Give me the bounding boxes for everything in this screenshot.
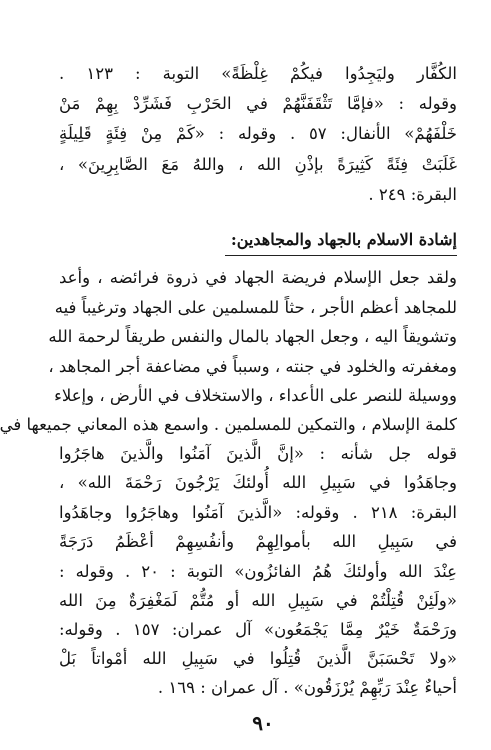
text-line: البقرة: ٢٤٩ .	[368, 185, 457, 204]
text-line: كلمة الإسلام ، والتمكين للمسلمين . واسمع هذه المعاني جميعها في	[0, 415, 457, 434]
text-line: ومغفرته والخلود في جنته ، وسبباً في مضاعفة أجر المجاهد ،	[48, 357, 457, 376]
text-line: البقرة: ٢١٨ . وقوله: «الَّذينَ آمَنُوا وهاجَرُوا وجاهَدُوا	[59, 503, 457, 522]
text-line: في سَبِيلِ الله بأموالِهِمْ وأنفُسِهِمْ أعْظَمُ دَرَجَةً	[59, 532, 457, 551]
text-line: «ولَئِنْ قُتِلْتُمْ في سَبِيلِ الله أو مُتُّمْ لَمَغْفِرَةٌ مِنَ الله	[59, 591, 457, 610]
text-line: غَلَبَتْ فِئَةً كَثِيرَةً بإذْنِ الله ، واللهُ مَعَ الصَّابِرِينَ» ،	[59, 155, 457, 174]
text-line: عِنْدَ الله وأولئكَ هُمُ الفائزُون» التوبة : ٢٠ . وقوله :	[59, 562, 457, 581]
text-line: ولقد جعل الإسلام فريضة الجهاد في ذروة فرائضه ، وأعد	[59, 268, 457, 287]
text-line: ورَحْمَةٌ خَيْرٌ مِمَّا يَجْمَعُون» آل عمران: ١٥٧ . وقوله:	[59, 620, 457, 639]
page-number: ٩٠	[252, 711, 274, 735]
text-line: خَلْفَهُمْ» الأنفال: ٥٧ . وقوله : «كَمْ مِنْ فِئَةٍ قَلِيلَةٍ	[59, 124, 457, 143]
heading-underline	[225, 255, 457, 256]
text-line: «ولا تَحْسَبَنَّ الَّذينَ قُتِلُوا في سَبِيلِ الله أمْواتاً بَلْ	[59, 649, 457, 668]
text-line: ووسيلة للنصر على الأعداء ، والاستخلاف في الأرض ، وإعلاء	[54, 386, 457, 405]
text-line: للمجاهد أعظم الأجر ، حثاً للمسلمين على الجهاد وترغيباً فيه	[54, 298, 457, 317]
text-line: أحياءٌ عِنْدَ رَبِّهِمْ يُرْزَقُون» . آل عمران : ١٦٩ .	[157, 678, 457, 697]
text-line: وقوله : «فإمَّا تَثْقَفَنَّهُمْ في الحَرْبِ فَشَرِّدْ بِهِمْ مَنْ	[59, 94, 457, 113]
text-line: وتشويقاً اليه ، وجعل الجهاد بالمال والنفس طريقاً لرحمة الله	[48, 327, 457, 346]
text-line: قوله جل شأنه : «إنَّ الَّذينَ آمَنُوا والَّذينَ هاجَرُوا	[59, 444, 457, 463]
text-line: الكُفَّار وليَجِدُوا فيكُمْ غِلْظَةً» التوبة : ١٢٣ .	[59, 64, 457, 83]
text-line: وجاهَدُوا في سَبِيلِ الله أُولئكَ يَرْجُونَ رَحْمَةَ الله» ،	[59, 473, 457, 492]
section-heading: إشادة الاسلام بالجهاد والمجاهدين:	[230, 230, 457, 249]
